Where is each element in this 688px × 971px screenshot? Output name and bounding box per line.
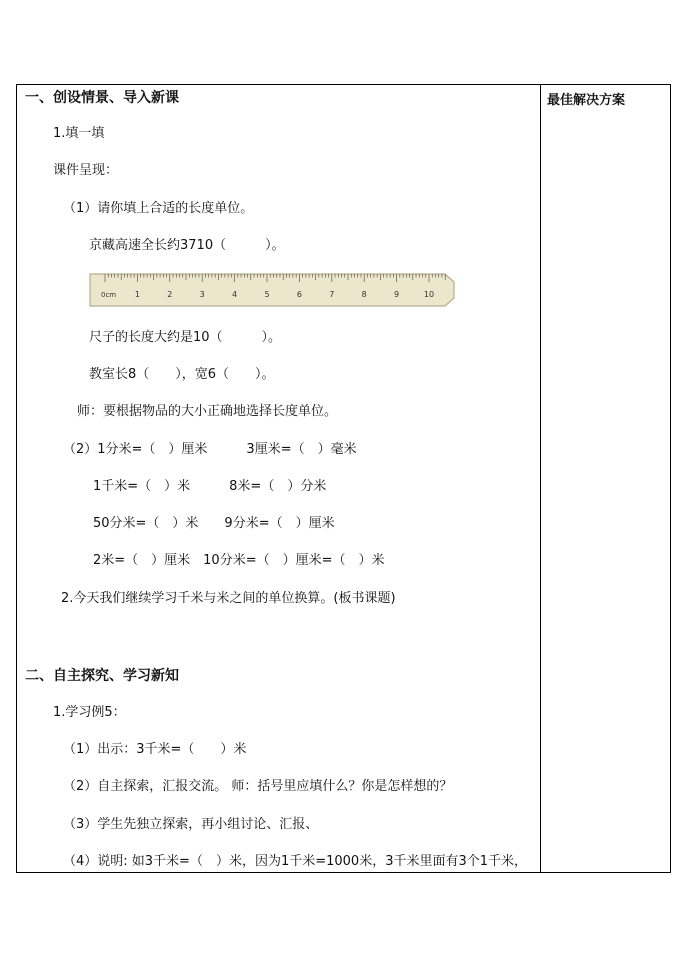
- ruler-body: [90, 274, 454, 306]
- ruler-tick-label: 4: [232, 290, 238, 299]
- today-topic: 2.今天我们继续学习千米与米之间的单位换算。(板书课题): [61, 591, 396, 606]
- ruler-tick-label: 3: [199, 290, 205, 299]
- ruler-tick-label: 2: [167, 290, 173, 299]
- line-ruler-length: 尺子的长度大约是10（ ）。: [89, 330, 282, 345]
- line-classroom: 教室长8（ ），宽6（ ）。: [89, 367, 275, 382]
- lesson-plan-table: [16, 84, 671, 873]
- section2-heading: 二、自主探究、学习新知: [25, 668, 179, 684]
- section1-heading: 一、创设情景、导入新课: [25, 90, 179, 106]
- courseware-label: 课件呈现：: [53, 163, 119, 178]
- learn-example: 1.学习例5：: [53, 705, 126, 720]
- question-2-row-4: 2米=（ ）厘米 10分米=（ ）厘米=（ ）米: [93, 553, 385, 568]
- line-highway: 京藏高速全长约3710（ ）。: [89, 238, 285, 253]
- side-column-title: 最佳解决方案: [547, 93, 626, 108]
- ruler-tick-label: 10: [423, 290, 435, 299]
- ruler-tick-label: 5: [264, 290, 270, 299]
- question-2-row-1: （2）1分米=（ ）厘米 3厘米=（ ）毫米: [63, 442, 357, 457]
- ruler-tick-label: 1: [134, 290, 140, 299]
- question-1: （1）请你填上合适的长度单位。: [63, 201, 254, 216]
- ruler-tick-label: 7: [329, 290, 335, 299]
- ruler-tick-label: 6: [296, 290, 302, 299]
- ruler-image: [89, 273, 455, 307]
- step-3: （3）学生先独立探索，再小组讨论、汇报、: [63, 817, 319, 832]
- question-2-row-3: 50分米=（ ）米 9分米=（ ）厘米: [93, 516, 335, 531]
- ruler-tick-label: 9: [394, 290, 400, 299]
- ruler-tick-label: 8: [361, 290, 367, 299]
- question-2-row-2: 1千米=（ ）米 8米=（ ）分米: [93, 479, 327, 494]
- step-4: （4）说明: 如3千米=（ ）米，因为1千米=1000米，3千米里面有3个1千米，: [63, 854, 528, 869]
- step-1: （1）出示：3千米=（ ）米: [63, 742, 247, 757]
- teacher-note: 师：要根据物品的大小正确地选择长度单位。: [77, 404, 338, 419]
- ruler-zero-label: 0cm: [101, 291, 117, 299]
- fill-title: 1.填一填: [53, 126, 105, 141]
- column-divider: [540, 85, 541, 872]
- step-2: （2）自主探索，汇报交流。 师：括号里应填什么？你是怎样想的？: [63, 779, 453, 794]
